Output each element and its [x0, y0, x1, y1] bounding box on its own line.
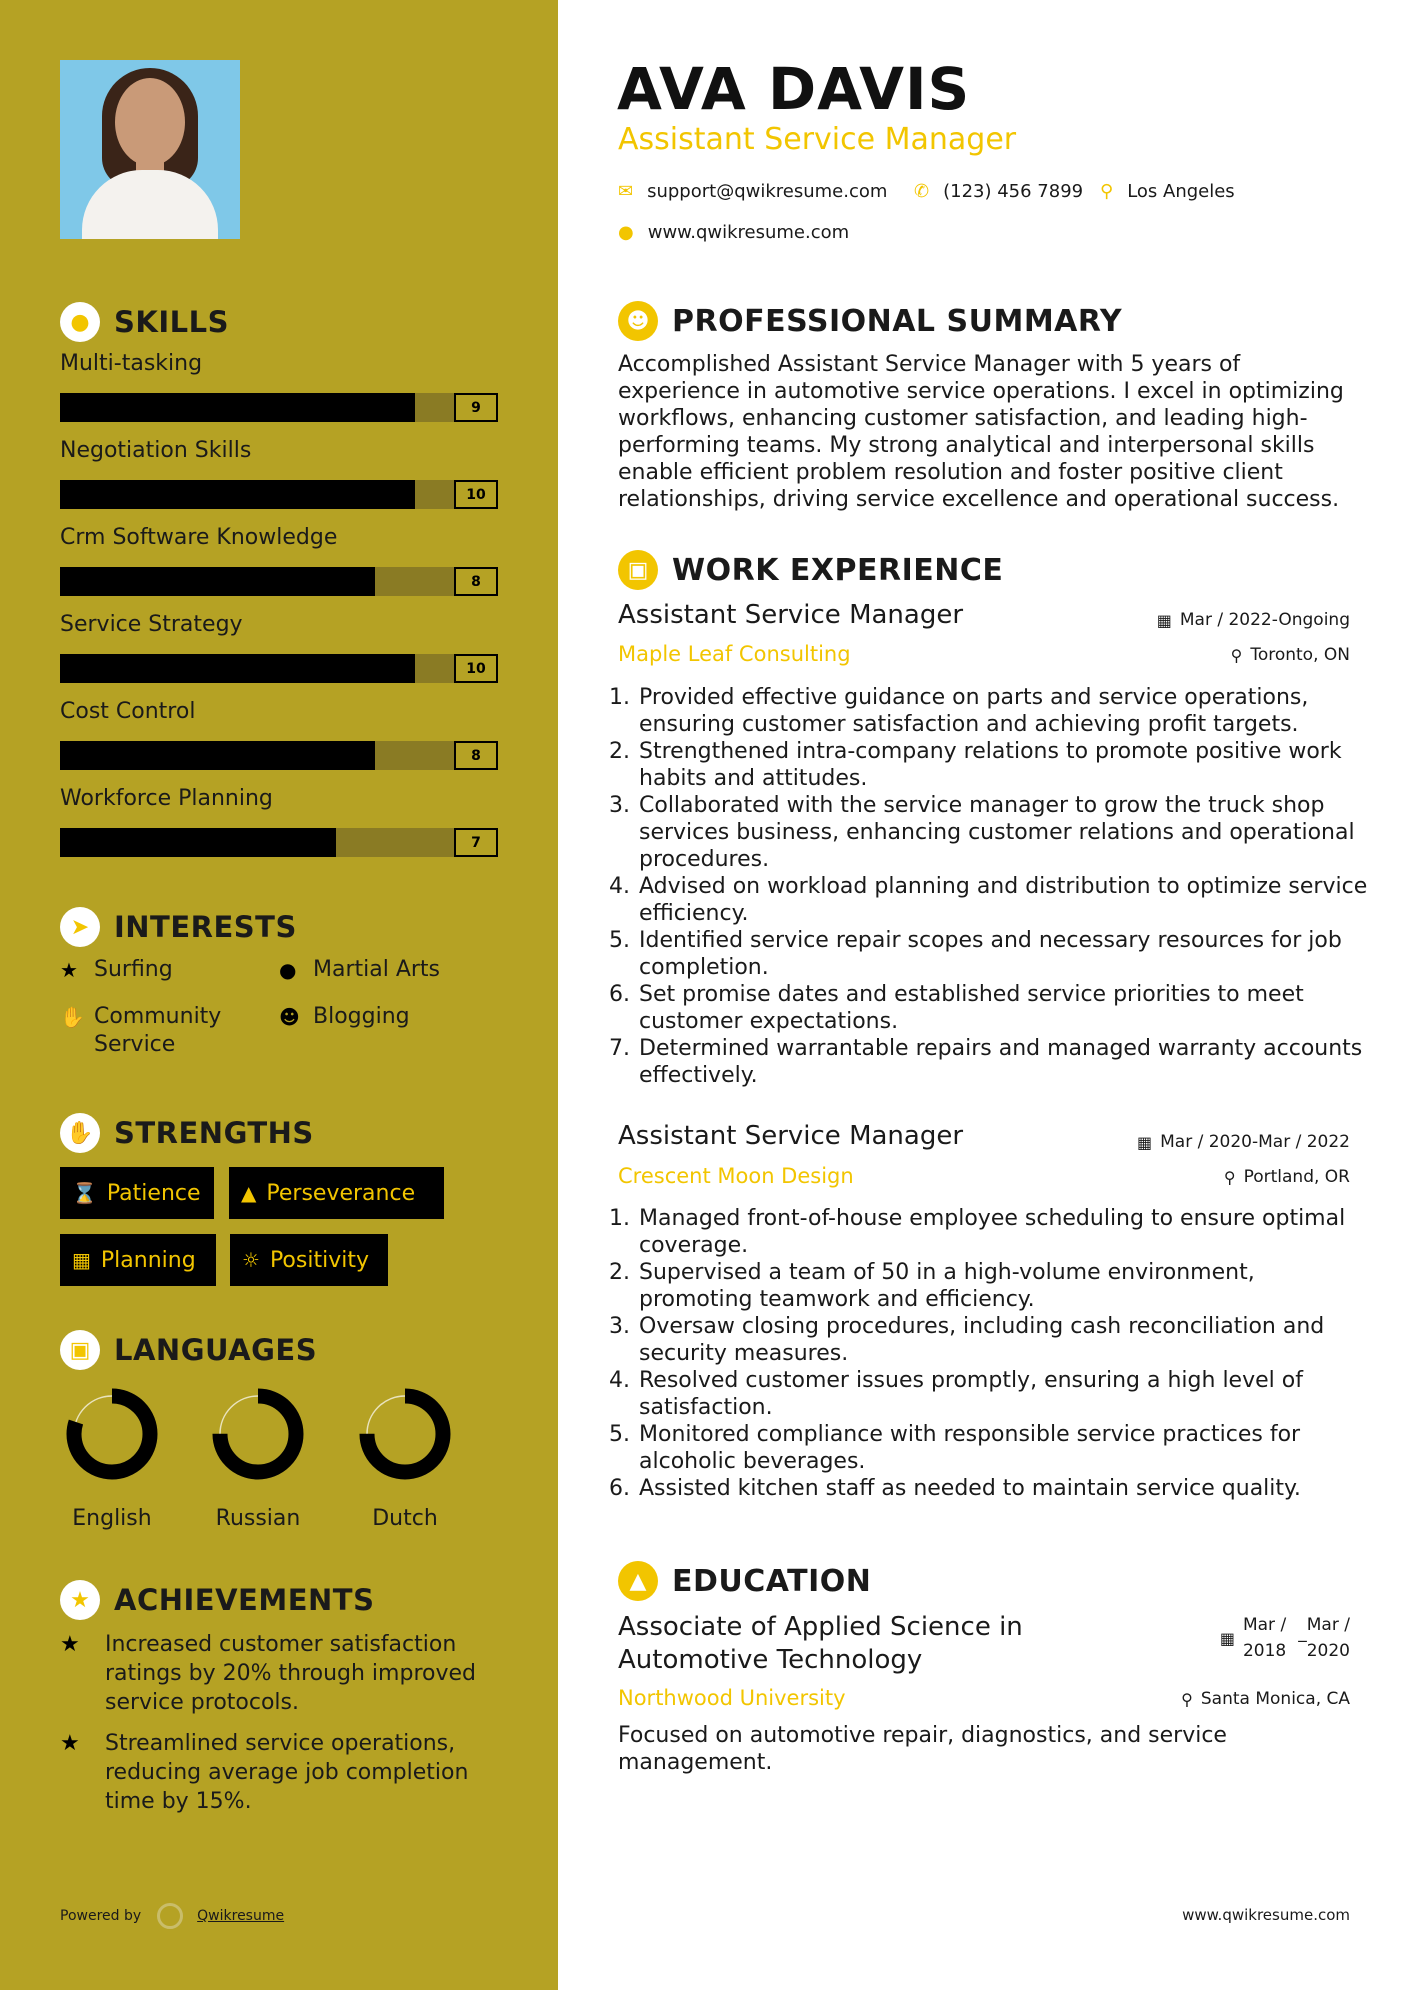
map-pin-icon: ⚲ [1100, 181, 1114, 202]
pushpin-icon: ⚲ [1223, 1167, 1236, 1187]
list-item: 6. Assisted kitchen staff as needed to maintain service quality. [637, 1475, 1368, 1502]
degree-title: Associate of Applied Science in Automotive Technology [618, 1612, 1023, 1675]
strength-badge: ☼ Positivity [230, 1234, 388, 1286]
footer-website[interactable]: www.qwikresume.com [1182, 1906, 1350, 1924]
road-icon: ▲ [241, 1181, 257, 1205]
powered-by: Powered by Qwikresume [60, 1903, 284, 1929]
job-location: ⚲ Portland, OR [1223, 1167, 1350, 1187]
experience-heading: ▣ WORK EXPERIENCE [618, 550, 1003, 590]
calendar-icon: ▦ [1219, 1629, 1235, 1648]
interest-item: ★ Surfing [60, 957, 173, 982]
job-dates: ▦ Mar / 2022-Ongoing [1156, 610, 1350, 630]
list-item: 2. Strengthened intra-company relations to promote positive work habits and attitudes. [637, 738, 1368, 792]
job-location: ⚲ Toronto, ON [1230, 645, 1350, 665]
language-card-icon: ▣ [60, 1330, 100, 1370]
briefcase-icon: ▣ [618, 550, 658, 590]
duty-list [618, 684, 1368, 1089]
fist-icon: ✋ [60, 1113, 100, 1153]
website-contact: ● www.qwikresume.com [618, 222, 850, 243]
strength-badge: ⌛ Patience [60, 1167, 214, 1219]
education-heading: ▲ EDUCATION [618, 1561, 871, 1601]
calendar-icon: ▦ [1136, 1132, 1153, 1152]
sidebar [0, 0, 558, 1990]
pushpin-icon: ⚲ [1230, 645, 1243, 665]
summary-heading: ☻ PROFESSIONAL SUMMARY [618, 301, 1122, 341]
skill-item: Negotiation Skills 10 [60, 438, 498, 509]
strengths-heading: ✋ STRENGTHS [60, 1113, 314, 1153]
star-icon: ★ [60, 958, 78, 982]
education-location: ⚲ Santa Monica, CA [1181, 1689, 1350, 1709]
globe-icon: ● [279, 958, 297, 982]
interests-heading: ➤ INTERESTS [60, 907, 297, 947]
company-name: Crescent Moon Design [618, 1164, 854, 1188]
achievement-item: ★ Streamlined service operations, reducing average job completion time by 15%. [60, 1731, 469, 1814]
list-item: 6. Set promise dates and established service priorities to meet customer expectations. [637, 981, 1368, 1035]
calendar-icon: ▦ [72, 1248, 91, 1272]
skill-item: Service Strategy 10 [60, 612, 498, 683]
skill-bar: 9 [60, 393, 498, 422]
list-item: 4. Advised on workload planning and distribution to optimize service efficiency. [637, 873, 1368, 927]
hand-icon: ✋ [60, 1005, 85, 1029]
list-item: 5. Monitored compliance with responsible service practices for alcoholic beverages. [637, 1421, 1368, 1475]
language-ring [66, 1388, 158, 1480]
summary-text: Accomplished Assistant Service Manager with 5 years of experience in automotive service operations. I excel in optimizing workflows, enhancing customer satisfaction, and leading high-performing teams. My strong analytical and interpersonal skills enable efficient problem resolution and foster positive client relationships, driving service excellence and operational success. [618, 352, 1344, 512]
qwikresume-link[interactable]: Qwikresume [197, 1908, 285, 1924]
job-title: Assistant Service Manager [618, 600, 964, 630]
school-name: Northwood University [618, 1686, 846, 1710]
lightbulb-icon: ● [60, 302, 100, 342]
skills-heading: ● SKILLS [60, 302, 229, 342]
languages-heading: ▣ LANGUAGES [60, 1330, 317, 1370]
graduation-cap-icon: ▲ [618, 1561, 658, 1601]
interest-item: ☻ Blogging [279, 1004, 410, 1029]
achievement-item: ★ Increased customer satisfaction ratings by 20% through improved service protocols. [60, 1632, 476, 1715]
language-item: Dutch [345, 1388, 465, 1531]
skill-bar: 8 [60, 567, 498, 596]
job-dates: ▦ Mar / 2020-Mar / 2022 [1136, 1132, 1350, 1152]
skill-bar: 10 [60, 654, 498, 683]
education-description: Focused on automotive repair, diagnostics, and service management. [618, 1723, 1227, 1775]
education-dates: ▦ Mar / 2018 _ Mar / 2020 [1219, 1615, 1350, 1661]
skill-item: Multi-tasking 9 [60, 351, 498, 422]
skill-item: Crm Software Knowledge 8 [60, 525, 498, 596]
company-name: Maple Leaf Consulting [618, 642, 851, 666]
skill-item: Workforce Planning 7 [60, 786, 498, 857]
star-icon: ★ [60, 1731, 80, 1756]
list-item: 1. Provided effective guidance on parts and service operations, ensuring customer satisfaction and achieving profit targets. [637, 684, 1368, 738]
list-item: 3. Collaborated with the service manager to grow the truck shop services business, enhancing customer relations and operational procedures. [637, 792, 1368, 873]
job-role: Assistant Service Manager [618, 122, 1017, 157]
person-name: AVA DAVIS [617, 55, 971, 123]
skill-bar: 7 [60, 828, 498, 857]
main-content [558, 0, 1407, 1990]
list-item: 3. Oversaw closing procedures, including cash reconciliation and security measures. [637, 1313, 1368, 1367]
list-item: 4. Resolved customer issues promptly, ensuring a high level of satisfaction. [637, 1367, 1368, 1421]
pushpin-icon: ⚲ [1181, 1689, 1193, 1709]
user-icon: ☻ [618, 301, 658, 341]
email-contact: ✉ support@qwikresume.com [618, 181, 888, 202]
language-item: Russian [198, 1388, 318, 1531]
globe-icon: ● [618, 222, 634, 243]
calendar-icon: ▦ [1156, 610, 1172, 630]
hourglass-icon: ⌛ [72, 1181, 97, 1205]
trophy-star-icon: ★ [60, 1580, 100, 1620]
skill-bar: 8 [60, 741, 498, 770]
list-item: 5. Identified service repair scopes and necessary resources for job completion. [637, 927, 1368, 981]
phone-contact: ✆ (123) 456 7899 [914, 181, 1084, 202]
envelope-icon: ✉ [618, 181, 634, 202]
star-icon: ★ [60, 1632, 80, 1657]
skill-bar: 10 [60, 480, 498, 509]
skill-item: Cost Control 8 [60, 699, 498, 770]
list-item: 2. Supervised a team of 50 in a high-volume environment, promoting teamwork and efficiency. [637, 1259, 1368, 1313]
profile-photo [60, 60, 240, 239]
duty-list [618, 1205, 1368, 1502]
users-icon: ☻ [279, 1005, 300, 1029]
language-item: English [52, 1388, 172, 1531]
paper-plane-icon: ➤ [60, 907, 100, 947]
sun-icon: ☼ [242, 1248, 260, 1272]
phone-icon: ✆ [914, 181, 930, 202]
job-title: Assistant Service Manager [618, 1121, 964, 1151]
qwikresume-logo-icon [157, 1903, 183, 1929]
strength-badge: ▲ Perseverance [229, 1167, 444, 1219]
achievements-heading: ★ ACHIEVEMENTS [60, 1580, 374, 1620]
language-ring [359, 1388, 451, 1480]
strength-badge: ▦ Planning [60, 1234, 216, 1286]
interest-item: ✋ Community Service [60, 1004, 222, 1057]
list-item: 1. Managed front-of-house employee scheduling to ensure optimal coverage. [637, 1205, 1368, 1259]
location-contact: ⚲ Los Angeles [1100, 181, 1235, 202]
language-ring [212, 1388, 304, 1480]
list-item: 7. Determined warrantable repairs and managed warranty accounts effectively. [637, 1035, 1368, 1089]
interest-item: ● Martial Arts [279, 957, 441, 982]
